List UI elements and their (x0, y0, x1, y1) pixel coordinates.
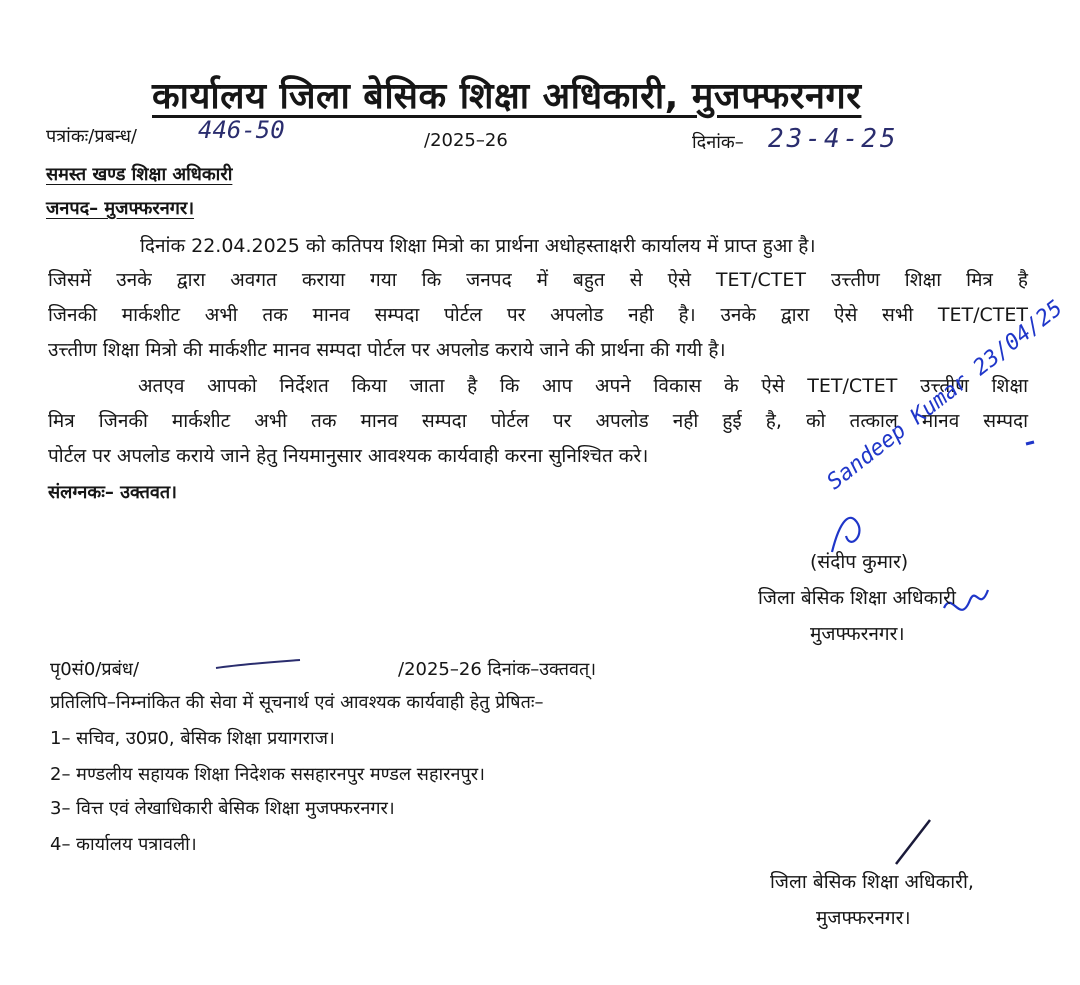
signatory-designation: जिला बेसिक शिक्षा अधिकारी (758, 587, 956, 609)
ref-label: पत्रांकः/प्रबन्ध/ (46, 126, 137, 147)
signature-ink: Sandeep Kumar 23/04/25 (822, 295, 1068, 495)
para1-line3: जिनकी मार्कशीट अभी तक मानव सम्पदा पोर्टल पर अपलोड नही है। उनके द्वारा ऐसे सभी TET/CTET (48, 304, 1028, 326)
office-title: कार्यालय जिला बेसिक शिक्षा अधिकारी, मुजफ्फरनगर (152, 76, 862, 117)
signature-scribble-icon (820, 440, 1050, 640)
blank-dash-mark (214, 654, 304, 674)
copy-item-2: 2– मण्डलीय सहायक शिक्षा निदेशक ससहारनपुर मण्डल सहारनपुर। (50, 764, 485, 785)
signatory-place: मुजफ्फरनगर। (810, 623, 905, 645)
para1-line4: उत्त्तीण शिक्षा मित्रो की मार्कशीट मानव सम्पदा पोर्टल पर अपलोड कराये जाने की प्रार्थना की गयी है। (48, 339, 726, 361)
copy-ref-suffix: /2025–26 दिनांक–उक्तवत्। (398, 659, 597, 680)
para2-line3: पोर्टल पर अपलोड कराये जाने हेतु नियमानुसार आवश्यक कार्यवाही करना सुनिश्चित करे। (48, 445, 649, 467)
copy-ref-label: पृ0सं0/प्रबंध/ (50, 659, 140, 680)
para1-line1: दिनांक 22.04.2025 को कतिपय शिक्षा मित्रो का प्रार्थना अधोहस्ताक्षरी कार्यालय में प्राप्त हुआ है। (140, 235, 816, 257)
date-handwritten: 23-4-25 (768, 124, 899, 154)
copy-intro: प्रतिलिपि–निम्नांकित की सेवा में सूचनार्थ एवं आवश्यक कार्यवाही हेतु प्रेषितः– (50, 692, 544, 713)
footer-sign-stroke-icon (882, 812, 942, 872)
para2-line2: मित्र जिनकी मार्कशीट अभी तक मानव सम्पदा पोर्टल पर अपलोड नही हुई है, को तत्काल मानव सम्पदा (48, 410, 1028, 432)
signatory-name: (संदीप कुमार) (810, 551, 909, 573)
copy-item-1: 1– सचिव, उ0प्र0, बेसिक शिक्षा प्रयागराज। (50, 728, 335, 749)
date-label: दिनांक– (692, 132, 744, 153)
ref-year: /2025–26 (424, 130, 508, 151)
footer-designation: जिला बेसिक शिक्षा अधिकारी, (770, 871, 974, 893)
para1-line2: जिसमें उनके द्वारा अवगत कराया गया कि जनपद में बहुत से ऐसे TET/CTET उत्त्तीण शिक्षा मित्र है (48, 269, 1028, 291)
footer-place: मुजफ्फरनगर। (816, 907, 911, 929)
addressee-line2: जनपद– मुजफ्फरनगर। (46, 198, 195, 219)
para2-line1: अतएव आपको निर्देशत किया जाता है कि आप अपने विकास के ऐसे TET/CTET उत्त्तीण शिक्षा (138, 375, 1028, 397)
enclosure: संलग्नकः– उक्तवत। (48, 482, 178, 503)
ref-number-handwritten: 446-50 (198, 116, 285, 144)
addressee-line1: समस्त खण्ड शिक्षा अधिकारी (46, 164, 233, 185)
copy-item-4: 4– कार्यालय पत्रावली। (50, 834, 197, 855)
copy-item-3: 3– वित्त एवं लेखाधिकारी बेसिक शिक्षा मुजफ्फरनगर। (50, 798, 395, 819)
